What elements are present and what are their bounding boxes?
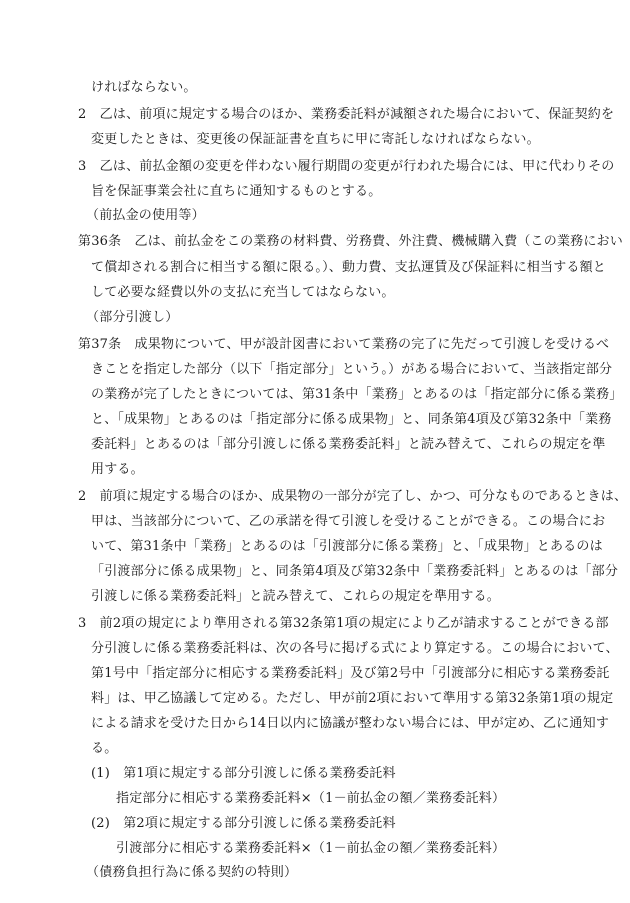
- formula-line: 指定部分に相応する業務委託料×（1－前払金の額／業務委託料）: [116, 791, 506, 806]
- text-line: 料」は、甲乙協議して定める。ただし、甲が前2項において準用する第32条第1項の規定: [91, 691, 614, 706]
- section-heading: （前払金の使用等）: [86, 208, 205, 223]
- text-line: 2 前項に規定する場合のほか、成果物の一部分が完了し、かつ、可分なものであるときは、: [78, 489, 628, 504]
- text-line: 変更したときは、変更後の保証証書を直ちに甲に寄託しなければならない。: [91, 132, 540, 147]
- text-line: 2 乙は、前項に規定する場合のほか、業務委託料が減額された場合において、保証契約を: [78, 107, 615, 122]
- text-line: て償却される割合に相当する額に限る。）、動力費、支払運賃及び保証料に相当する額と: [91, 260, 607, 275]
- text-line: 委託料」とあるのは「部分引渡しに係る業務委託料」と読み替えて、これらの規定を準: [91, 437, 606, 452]
- section-heading: （部分引渡し）: [86, 310, 179, 325]
- text-line: 甲は、当該部分について、乙の承諾を得て引渡しを受けることができる。この場合にお: [91, 514, 606, 529]
- text-line: いて、第31条中「業務」とあるのは「引渡部分に係る業務」と、「成果物」とあるのは: [91, 539, 603, 554]
- text-line: 旨を保証事業会社に直ちに通知するものとする。: [91, 184, 382, 199]
- formula-line: 引渡部分に相応する業務委託料×（1－前払金の額／業務委託料）: [116, 841, 506, 856]
- text-line: と、「成果物」とあるのは「指定部分に係る成果物」と、同条第4項及び第32条中「業務: [91, 412, 612, 427]
- text-line: による請求を受けた日から14日以内に協議が整わない場合には、甲が定め、乙に通知す: [91, 716, 610, 731]
- list-item: (1) 第1項に規定する部分引渡しに係る業務委託料: [91, 766, 396, 781]
- text-line: の業務が完了したときについては、第31条中「業務」とあるのは「指定部分に係る業務」: [91, 387, 623, 402]
- section-heading: （債務負担行為に係る契約の特則）: [86, 865, 298, 880]
- text-line: 分引渡しに係る業務委託料は、次の各号に掲げる式により算定する。この場合において、: [91, 641, 619, 656]
- text-line: 第37条 成果物について、甲が設計図書において業務の完了に先だって引渡しを受けるべ: [78, 337, 610, 352]
- text-line: して必要な経費以外の支払に充当してはならない。: [91, 285, 395, 300]
- list-item: (2) 第2項に規定する部分引渡しに係る業務委託料: [91, 816, 396, 831]
- text-line: 「引渡部分に係る成果物」と、同条第4項及び第32条中「業務委託料」とあるのは「部分: [91, 564, 619, 579]
- text-line: 3 前2項の規定により準用される第32条第1項の規定により乙が請求することができる部: [78, 616, 609, 631]
- text-line: 引渡しに係る業務委託料」と読み替えて、これらの規定を準用する。: [91, 589, 500, 604]
- text-line: る。: [91, 741, 118, 756]
- text-line: きことを指定した部分（以下「指定部分」という。）がある場合において、当該指定部分: [91, 362, 613, 377]
- text-line: ければならない。: [91, 80, 197, 95]
- text-line: 3 乙は、前払金額の変更を伴わない履行期間の変更が行われた場合には、甲に代わりその: [78, 159, 615, 174]
- text-line: 第36条 乙は、前払金をこの業務の材料費、労務費、外注費、機械購入費（この業務におい: [78, 234, 623, 249]
- text-line: 第1号中「指定部分に相応する業務委託料」及び第2号中「引渡部分に相応する業務委託: [91, 666, 610, 681]
- text-line: 用する。: [91, 462, 144, 477]
